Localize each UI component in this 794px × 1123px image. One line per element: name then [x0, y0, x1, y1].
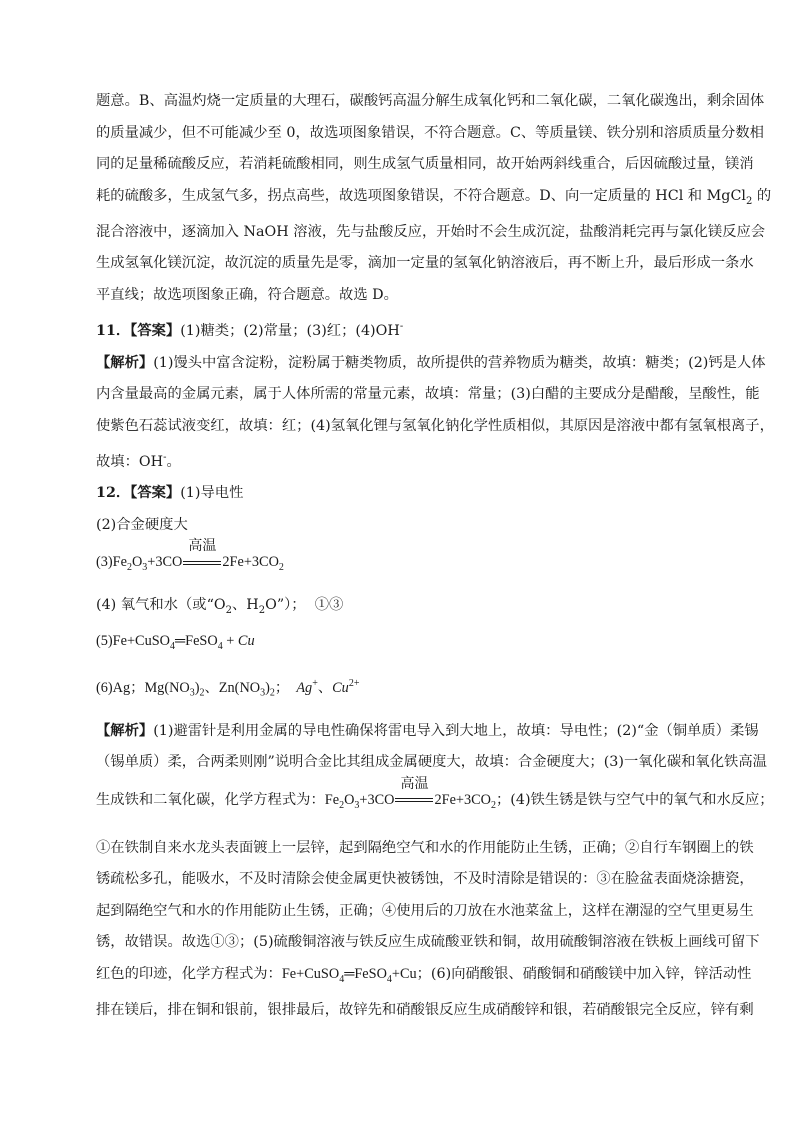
document-page	[96, 86, 774, 1027]
analysis-paragraph-q10	[96, 86, 772, 311]
text-line: 的质量减少，但不可能减少至 0，故选项图象错误，不符合题意。C、等质量镁、铁分别和溶质质量分数相	[96, 124, 764, 141]
text-line: ①在铁制自来水龙头表面镀上一层锌，起到隔绝空气和水的作用能防止生锈，正确；②自行车钢圈上的铁	[96, 839, 754, 856]
answer-line-q12: 12．【答案】(1)导电性	[96, 485, 244, 502]
text-line: 故填：OH-。	[96, 452, 181, 470]
text-line: 使紫色石蕊试液变红，故填：红；(4)氢氧化锂与氢氧化钠化学性质相似，其原因是溶液中都有氢氧根离子，	[96, 417, 774, 434]
text-line: 耗的硫酸多，生成氢气多，拐点高些，故选项图象错误，不符合题意。D、向一定质量的 HCl 和 MgCl$_2$ 的	[96, 187, 772, 207]
text-line: 内含量最高的金属元素，属于人体所需的常量元素，故填：常量；(3)白醋的主要成分是醋酸，呈酸性，能	[96, 386, 760, 403]
equation-fe-cuso4: (5)Fe+CuSO$_4$═FeSO$_4$ + Cu	[96, 633, 255, 652]
answer-item-2: (2)合金硬度大	[96, 516, 188, 533]
text-line: 红色的印迹，化学方程式为：Fe+CuSO$_4$═FeSO$_4$+Cu；(6)向硝酸银、硝酸铜和硝酸镁中加入锌，锌活动性	[96, 965, 752, 985]
text-line: 生成氢氧化镁沉淀，故沉淀的质量先是零，滴加一定量的氢氧化钠溶液后，再不断上升，最后形成一条水	[96, 255, 754, 272]
answer-item-6: (6)Ag；$Mg(NO_3)_2$、$Zn(NO_3)_2$； Ag+、$Cu^{2+}$	[96, 678, 360, 700]
reaction-condition: 高温	[400, 776, 429, 792]
text-line: 平直线；故选项图象正确，符合题意。故选 D。	[96, 286, 398, 303]
analysis-line: 【解析】(1)避雷针是利用金属的导电性确保将雷电导入到大地上，故填：导电性；(2)“金（铜单质）柔锡	[96, 722, 759, 739]
question-12	[96, 478, 774, 1026]
text-line: 同的足量稀硫酸反应，若消耗硫酸相同，则生成氢气质量相同，故开始两斜线重合，后因硫酸过量，镁消	[96, 156, 754, 172]
text-line: （锡单质）柔，合两柔则刚”说明合金比其组成金属硬度大，故填：合金硬度大；(3)一氧化碳和氧化铁高温	[96, 754, 767, 771]
answer-item-4: (4) 氧气和水（或“$O_2$、$H_2O$”）； ①③	[96, 596, 344, 616]
analysis-line: 【解析】(1)馒头中富含淀粉，淀粉属于糖类物质，故所提供的营养物质为糖类，故填：糖类；(2)钙是人体	[96, 354, 766, 371]
text-line: 锈，故错误。故选①③；(5)硫酸铜溶液与铁反应生成硫酸亚铁和铜，故用硫酸铜溶液在铁板上画线可留下	[96, 934, 760, 951]
text-line: 排在镁后，排在铜和银前，银排最后，故锌先和硝酸银反应生成硝酸锌和银，若硝酸银完全反应，锌有剩	[96, 1002, 754, 1019]
answer-line-q11: 11．【答案】(1)糖类；(2)常量；(3)红；(4)OH-	[96, 321, 404, 340]
text-line: 锈疏松多孔，能吸水，不及时清除会使金属更快被锈蚀，不及时清除是错误的：③在脸盆表面烧涂搪瓷，	[96, 871, 754, 888]
equation-fe2o3-co: $(3)Fe_2O_3+3CO$ 高温 $2Fe+3CO_2$	[96, 547, 708, 583]
text-line: 起到隔绝空气和水的作用能防止生锈，正确；④使用后的刀放在水池菜盆上，这样在潮湿的空气里更易生	[96, 902, 754, 919]
question-11	[96, 311, 774, 478]
reaction-condition: 高温	[188, 539, 217, 555]
text-line: 生成铁和二氧化碳，化学方程式为：$Fe_2O_3+3CO$ 高温 $2Fe+3CO_2$；(4)铁生锈是铁与空气中的氧气和水反应；	[96, 785, 708, 821]
text-line: 混合溶液中，逐滴加入 NaOH 溶液，先与盐酸反应，开始时不会生成沉淀，盐酸消耗完再与氯化镁反应会	[96, 223, 766, 240]
text-line: 题意。B、高温灼烧一定质量的大理石，碳酸钙高温分解生成氧化钙和二氧化碳，二氧化碳逸出，剩余固体	[96, 93, 765, 109]
